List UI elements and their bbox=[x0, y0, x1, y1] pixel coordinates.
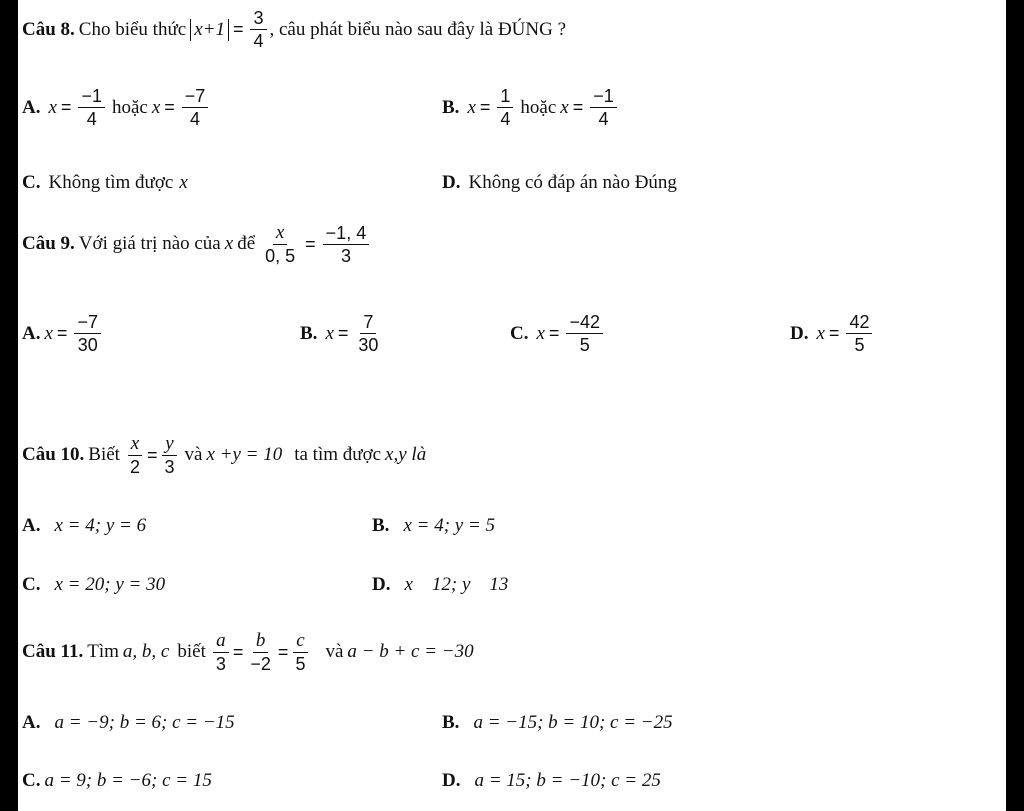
fraction-numerator: 42 bbox=[846, 312, 872, 334]
question-text: ta tìm được bbox=[294, 444, 382, 465]
math-vars: x,y là bbox=[385, 444, 427, 465]
fraction-numerator: −7 bbox=[74, 312, 101, 334]
option-label: B. bbox=[442, 96, 460, 118]
math-fraction bbox=[182, 86, 209, 129]
fraction-numerator: x bbox=[275, 222, 285, 243]
question-11 bbox=[22, 630, 474, 674]
option-8b[interactable] bbox=[442, 86, 620, 129]
question-text: Tìm bbox=[87, 641, 119, 662]
option-math: a = −15; b = 10; c = −25 bbox=[473, 712, 673, 733]
math-condition: a − b + c = −30 bbox=[347, 641, 474, 662]
fraction-denominator: 5 bbox=[854, 335, 865, 355]
math-var: x bbox=[536, 322, 545, 344]
option-11a[interactable] bbox=[22, 712, 235, 734]
option-text: Không tìm được bbox=[48, 172, 174, 193]
math-equals: = bbox=[479, 97, 491, 117]
math-equals: = bbox=[146, 444, 158, 465]
question-9 bbox=[22, 222, 372, 266]
fraction-numerator: 1 bbox=[497, 86, 513, 108]
question-label: Câu 9. bbox=[22, 233, 75, 254]
fraction-numerator: y bbox=[165, 433, 174, 454]
math-equals: = bbox=[548, 323, 560, 343]
math-fraction bbox=[78, 86, 105, 129]
math-var: x bbox=[467, 96, 476, 118]
math-equals: = bbox=[337, 323, 349, 343]
math-fraction bbox=[590, 86, 617, 129]
fraction-numerator: −7 bbox=[182, 86, 209, 108]
option-11d[interactable] bbox=[442, 770, 661, 792]
math-var: x bbox=[560, 96, 569, 118]
math-equals: = bbox=[277, 641, 289, 662]
math-abs-expression: x+1 bbox=[190, 19, 229, 41]
option-label: A. bbox=[22, 96, 41, 118]
math-var: x bbox=[224, 233, 234, 254]
math-var: x bbox=[325, 322, 334, 344]
option-label: C. bbox=[22, 574, 41, 595]
option-label: D. bbox=[442, 172, 461, 193]
option-label: A. bbox=[22, 322, 41, 344]
fraction-denominator: 5 bbox=[579, 335, 590, 355]
math-var: x bbox=[816, 322, 825, 344]
math-fraction bbox=[846, 312, 872, 355]
option-text: hoặc bbox=[520, 96, 557, 118]
fraction-denominator: 3 bbox=[340, 245, 351, 266]
math-fraction bbox=[247, 630, 274, 674]
math-fraction bbox=[497, 86, 513, 129]
option-8a[interactable] bbox=[22, 86, 211, 129]
option-label: A. bbox=[22, 515, 41, 536]
fraction-denominator: 4 bbox=[598, 109, 609, 129]
right-black-border bbox=[1006, 0, 1024, 811]
option-text: hoặc bbox=[111, 96, 148, 118]
question-text: Với giá trị nào của bbox=[78, 233, 221, 254]
question-text-suffix: , câu phát biểu nào sau đây là ĐÚNG ? bbox=[269, 18, 567, 40]
math-equals: = bbox=[56, 323, 68, 343]
question-label: Câu 8. bbox=[22, 18, 75, 40]
option-label: B. bbox=[442, 712, 460, 733]
option-label: C. bbox=[510, 322, 529, 344]
option-9b[interactable] bbox=[300, 312, 384, 355]
math-var: x bbox=[48, 96, 57, 118]
option-10d[interactable] bbox=[372, 574, 508, 596]
math-equals: = bbox=[828, 323, 840, 343]
math-fraction bbox=[213, 630, 229, 674]
math-equals: = bbox=[572, 97, 584, 117]
fraction-denominator: 2 bbox=[129, 457, 140, 477]
option-9d[interactable] bbox=[790, 312, 875, 355]
option-label: D. bbox=[442, 770, 461, 791]
math-var: x bbox=[44, 322, 53, 344]
fraction-numerator: c bbox=[296, 630, 305, 651]
option-label: C. bbox=[22, 172, 41, 193]
math-fraction bbox=[355, 312, 381, 355]
fraction-numerator: 7 bbox=[360, 312, 376, 334]
option-9c[interactable] bbox=[510, 312, 606, 355]
math-equals: = bbox=[232, 641, 244, 662]
fraction-denominator: 4 bbox=[86, 109, 97, 129]
fraction-numerator: x bbox=[130, 433, 140, 454]
math-fraction bbox=[74, 312, 101, 355]
math-fraction bbox=[262, 222, 298, 266]
question-text: và bbox=[325, 641, 344, 662]
fraction-numerator: −42 bbox=[566, 312, 603, 334]
math-fraction bbox=[566, 312, 603, 355]
left-black-border bbox=[0, 0, 18, 811]
option-11b[interactable] bbox=[442, 712, 673, 734]
option-math: x = 4; y = 5 bbox=[403, 515, 496, 536]
math-var: x bbox=[179, 172, 188, 193]
question-text: để bbox=[237, 233, 256, 254]
fraction-numerator: −1 bbox=[78, 86, 105, 108]
option-10b[interactable] bbox=[372, 515, 495, 537]
option-label: B. bbox=[372, 515, 390, 536]
math-equals: = bbox=[60, 97, 72, 117]
question-text: và bbox=[184, 444, 203, 465]
question-text: Cho biểu thức bbox=[78, 18, 187, 40]
math-fraction bbox=[127, 433, 143, 477]
option-math: a = 9; b = −6; c = 15 bbox=[44, 770, 212, 791]
question-text: biết bbox=[177, 641, 206, 662]
question-8 bbox=[22, 8, 566, 51]
question-label: Câu 11. bbox=[22, 641, 84, 662]
math-fraction bbox=[323, 223, 370, 266]
option-label: A. bbox=[22, 712, 41, 733]
fraction-numerator: 3 bbox=[250, 8, 266, 30]
math-fraction bbox=[162, 433, 178, 477]
question-label: Câu 10. bbox=[22, 444, 85, 465]
fraction-denominator: 4 bbox=[190, 109, 201, 129]
math-fraction bbox=[292, 630, 308, 674]
fraction-denominator: 4 bbox=[500, 109, 511, 129]
option-label: B. bbox=[300, 322, 318, 344]
fraction-numerator: b bbox=[255, 630, 266, 651]
math-condition: x +y = 10 bbox=[206, 444, 283, 465]
fraction-denominator: 5 bbox=[295, 654, 306, 674]
fraction-numerator: −1, 4 bbox=[323, 223, 370, 245]
question-text: Biết bbox=[88, 444, 120, 465]
option-label: D. bbox=[790, 322, 809, 344]
option-10c[interactable] bbox=[22, 574, 165, 596]
option-8d[interactable] bbox=[442, 172, 677, 194]
option-11c[interactable] bbox=[22, 770, 212, 792]
option-label: C. bbox=[22, 770, 41, 791]
option-math: a = −9; b = 6; c = −15 bbox=[54, 712, 235, 733]
math-equals: = bbox=[164, 97, 175, 117]
option-text: Không có đáp án nào Đúng bbox=[468, 172, 677, 193]
fraction-denominator: 30 bbox=[77, 335, 98, 355]
fraction-denominator: 30 bbox=[358, 335, 379, 355]
math-fraction bbox=[250, 8, 266, 51]
math-equals: = bbox=[305, 233, 316, 254]
fraction-denominator: 0, 5 bbox=[265, 246, 296, 266]
option-math: a = 15; b = −10; c = 25 bbox=[474, 770, 661, 791]
math-vars: a, b, c bbox=[122, 641, 170, 662]
fraction-denominator: 3 bbox=[215, 654, 226, 674]
fraction-denominator: 4 bbox=[253, 31, 264, 51]
option-label: D. bbox=[372, 574, 391, 595]
math-equals: = bbox=[232, 19, 244, 39]
option-math: x = 4; y = 6 bbox=[54, 515, 147, 536]
option-math: x 12; y 13 bbox=[404, 574, 509, 595]
option-10a[interactable] bbox=[22, 515, 146, 537]
fraction-numerator: −1 bbox=[590, 86, 617, 108]
fraction-numerator: a bbox=[216, 630, 226, 651]
option-math: x = 20; y = 30 bbox=[54, 574, 166, 595]
option-8c[interactable] bbox=[22, 172, 188, 194]
fraction-denominator: −2 bbox=[250, 654, 271, 674]
question-10 bbox=[22, 433, 426, 477]
math-var: x bbox=[151, 96, 161, 118]
option-9a[interactable] bbox=[22, 312, 104, 355]
fraction-denominator: 3 bbox=[164, 457, 175, 477]
